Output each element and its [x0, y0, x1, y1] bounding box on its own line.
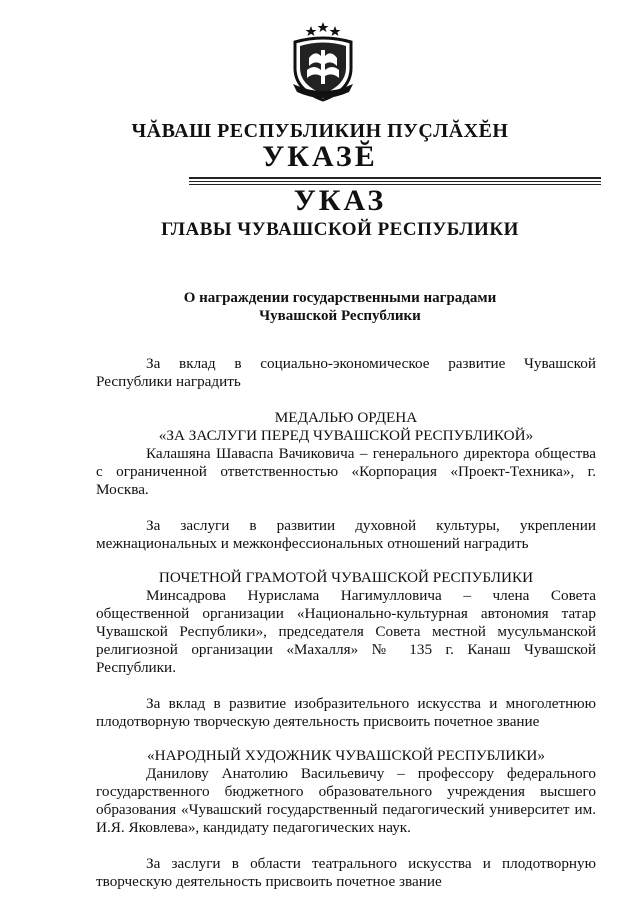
- chuvash-header: ЧĂВАШ РЕСПУБЛИКИН ПУÇЛĂХĔН: [131, 120, 509, 142]
- title-line: Чувашской Республики: [259, 308, 421, 324]
- ukaz-heading: УКАЗ: [293, 184, 387, 217]
- glavy-heading: ГЛАВЫ ЧУВАШСКОЙ РЕСПУБЛИКИ: [161, 219, 519, 240]
- award-title: МЕДАЛЬЮ ОРДЕНА: [274, 409, 418, 426]
- header-divider: [189, 181, 601, 182]
- award-title: ПОЧЕТНОЙ ГРАМОТОЙ ЧУВАШСКОЙ РЕСПУБЛИКИ: [158, 569, 534, 586]
- award-title: «НАРОДНЫЙ ХУДОЖНИК ЧУВАШСКОЙ РЕСПУБЛИКИ»: [147, 747, 545, 764]
- paragraph: За вклад в развитие изобразительного искусства и многолетнюю плодотворную творческую деятельность присвоить почетное звание: [96, 695, 596, 730]
- header-divider: [189, 177, 601, 179]
- ukaze-heading: УКАЗĔ: [262, 140, 378, 173]
- paragraph: Данилову Анатолию Васильевичу – профессору федерального государственного бюджетного образовательного учреждения высшего образования «Чувашский государственный педагогический университет им. И.Я. Яковлева», кандидату педагогических наук.: [96, 765, 596, 836]
- paragraph: Калашяна Шаваспа Вачиковича – генерального директора общества с ограниченной ответственностью «Корпорация «Проект-Техника», г. Москва.: [96, 445, 596, 498]
- document-title: [0, 289, 640, 325]
- chuvash-emblem-icon: [287, 20, 359, 102]
- paragraph: Минсадрова Нурислама Нагимулловича – члена Совета общественной организации «Национально-культурная автономия татар Чувашской Республики», председателя Совета местной мусульманской религиозной организации «Махалля» № 135 г. Канаш Чувашской Республики.: [96, 587, 596, 676]
- paragraph: За заслуги в развитии духовной культуры, укреплении межнациональных и межконфессиональных отношений наградить: [96, 517, 596, 552]
- paragraph: За вклад в социально-экономическое развитие Чувашской Республики наградить: [96, 355, 596, 390]
- document-body: [96, 355, 596, 891]
- paragraph: За заслуги в области театрального искусства и плодотворную творческую деятельность присвоить почетное звание: [96, 855, 596, 890]
- award-title: «ЗА ЗАСЛУГИ ПЕРЕД ЧУВАШСКОЙ РЕСПУБЛИКОЙ»: [158, 427, 534, 444]
- title-line: О награждении государственными наградами: [183, 290, 497, 306]
